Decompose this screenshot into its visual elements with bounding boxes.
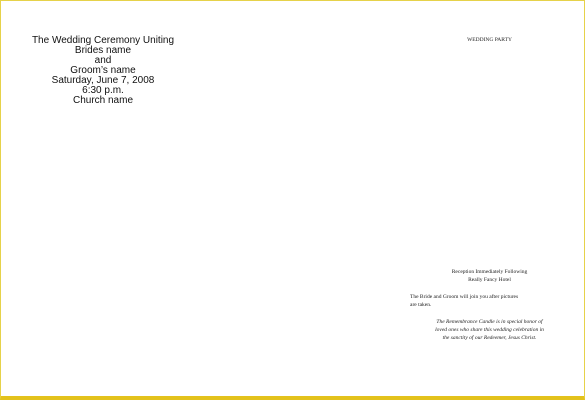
ceremony-time: 6:30 p.m. <box>82 85 124 96</box>
remembrance-note: The Remembrance Candle is in special honor of <box>436 319 543 325</box>
ceremony-date: Saturday, June 7, 2008 <box>51 75 155 86</box>
church-name: Church name <box>72 95 134 106</box>
remembrance-note-2: loved ones who share this wedding celebration in <box>435 327 544 333</box>
photos-note: The Bride and Groom will join you after pictures <box>410 294 519 300</box>
and-text: and <box>94 55 112 66</box>
wedding-party-heading: WEDDING PARTY <box>467 37 512 43</box>
reception-line: Reception Immediately Following <box>451 269 528 275</box>
reception-venue: Really Fancy Hotel <box>468 277 511 283</box>
remembrance-note-3: the sanctity of our Redeemer, Jesus Christ. <box>442 335 537 341</box>
ceremony-title: The Wedding Ceremony Uniting <box>31 35 175 46</box>
bride-name: Brides name <box>74 45 132 56</box>
groom-name: Groom’s name <box>70 65 136 76</box>
photos-note-cont: are taken. <box>410 302 432 308</box>
